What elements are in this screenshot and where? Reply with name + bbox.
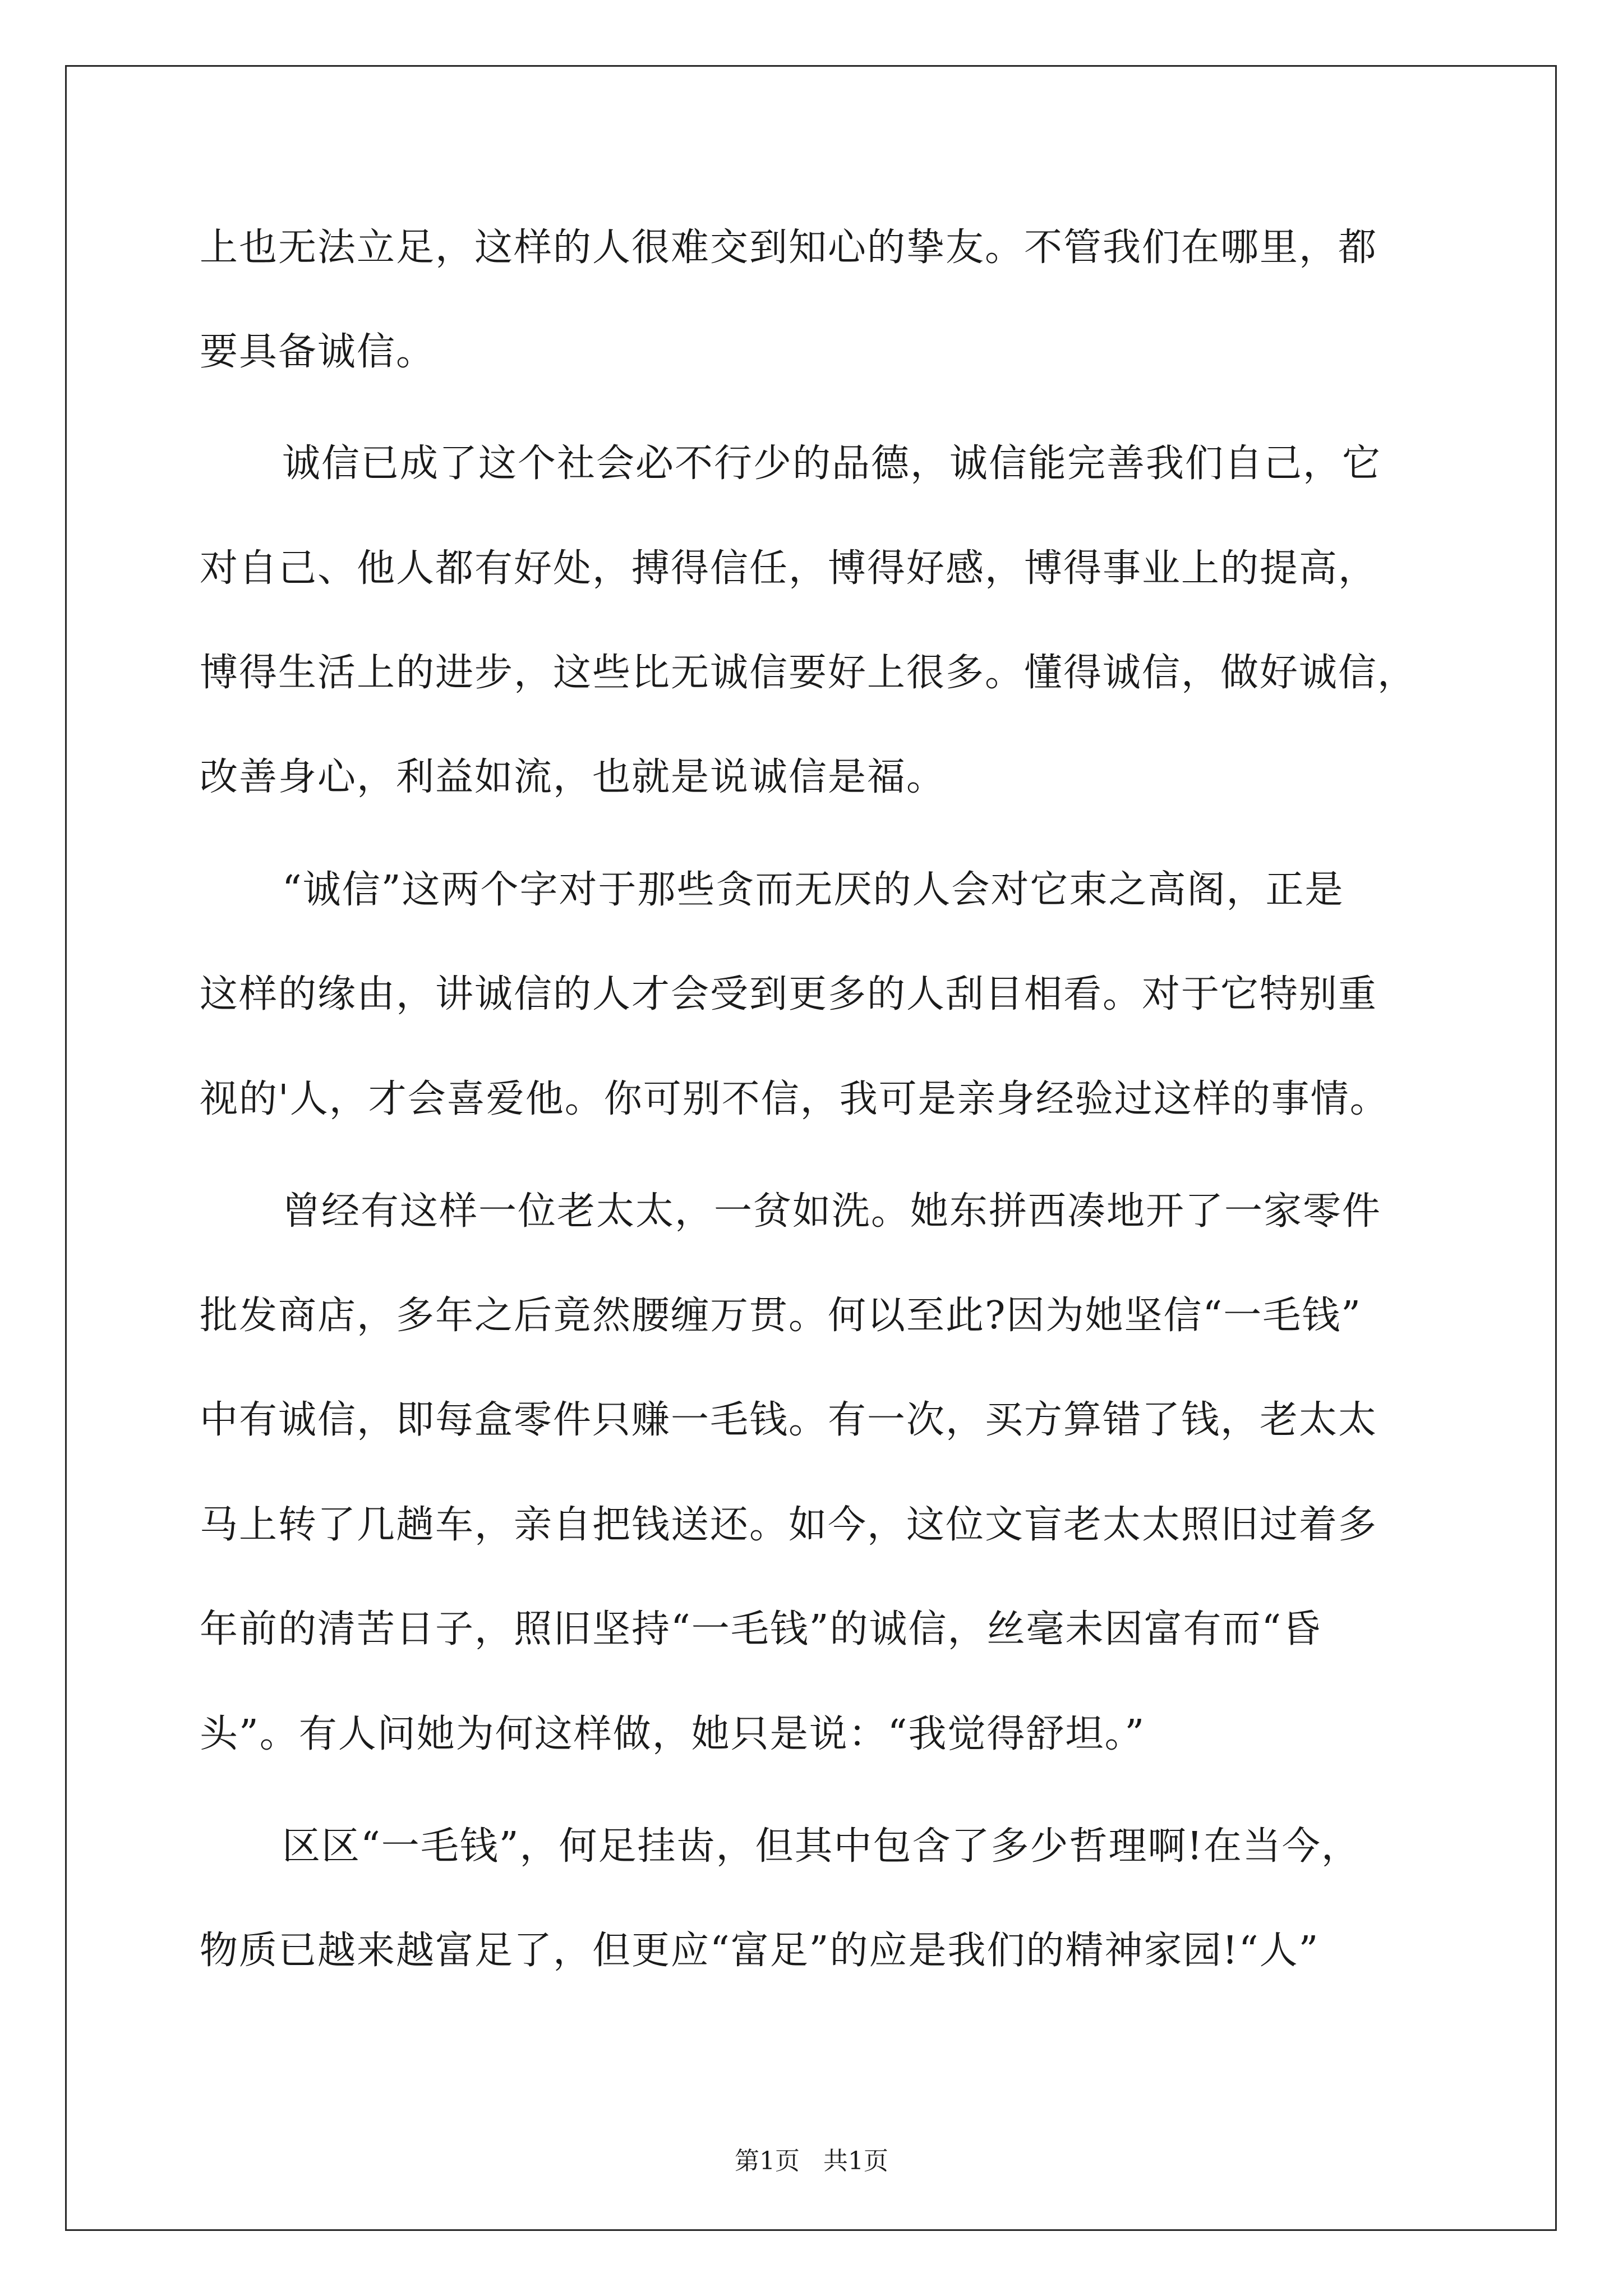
body-line-15: 头”。有人问她为何这样做，她只是说：“我觉得舒坦。”	[200, 1712, 1146, 1756]
body-line-4: 对自己、他人都有好处，搏得信任，博得好感，博得事业上的提高，	[200, 546, 1378, 591]
body-line-8: 这样的缘由，讲诚信的人才会受到更多的人刮目相看。对于它特别重	[200, 972, 1378, 1016]
page-border	[65, 65, 1557, 2231]
page-footer	[0, 2146, 1623, 2177]
body-line-17: 物质已越来越富足了，但更应“富足”的应是我们的精神家园!“人”	[200, 1929, 1320, 1973]
body-line-11: 批发商店，多年之后竟然腰缠万贯。何以至此?因为她坚信“一毛钱”	[200, 1294, 1362, 1338]
body-line-7: “诚信”这两个字对于那些贪而无厌的人会对它束之高阁，正是	[282, 868, 1344, 912]
body-line-6: 改善身心，利益如流，也就是说诚信是福。	[200, 755, 946, 799]
body-line-9: 视的'人，才会喜爱他。你可别不信，我可是亲身经验过这样的事情。	[200, 1077, 1389, 1121]
body-line-5: 博得生活上的进步，这些比无诚信要好上很多。懂得诚信，做好诚信，	[200, 651, 1417, 695]
body-line-1: 上也无法立足，这样的人很难交到知心的挚友。不管我们在哪里，都	[200, 226, 1378, 270]
body-line-10: 曾经有这样一位老太太，一贫如洗。她东拼西凑地开了一家零件	[282, 1189, 1382, 1234]
body-line-14: 年前的清苦日子，照旧坚持“一毛钱”的诚信，丝毫未因富有而“昏	[200, 1607, 1322, 1651]
body-line-13: 马上转了几趟车，亲自把钱送还。如今，这位文盲老太太照旧过着多	[200, 1503, 1378, 1547]
body-line-3: 诚信已成了这个社会必不行少的品德，诚信能完善我们自己，它	[282, 441, 1382, 486]
body-line-2: 要具备诚信。	[200, 330, 436, 374]
page-number-total: 共1页	[823, 2147, 888, 2175]
body-line-12: 中有诚信，即每盒零件只赚一毛钱。有一次，买方算错了钱，老太太	[200, 1398, 1378, 1442]
page-number-current: 第1页	[735, 2147, 800, 2175]
body-line-16: 区区“一毛钱”，何足挂齿，但其中包含了多少哲理啊!在当今，	[282, 1824, 1361, 1869]
